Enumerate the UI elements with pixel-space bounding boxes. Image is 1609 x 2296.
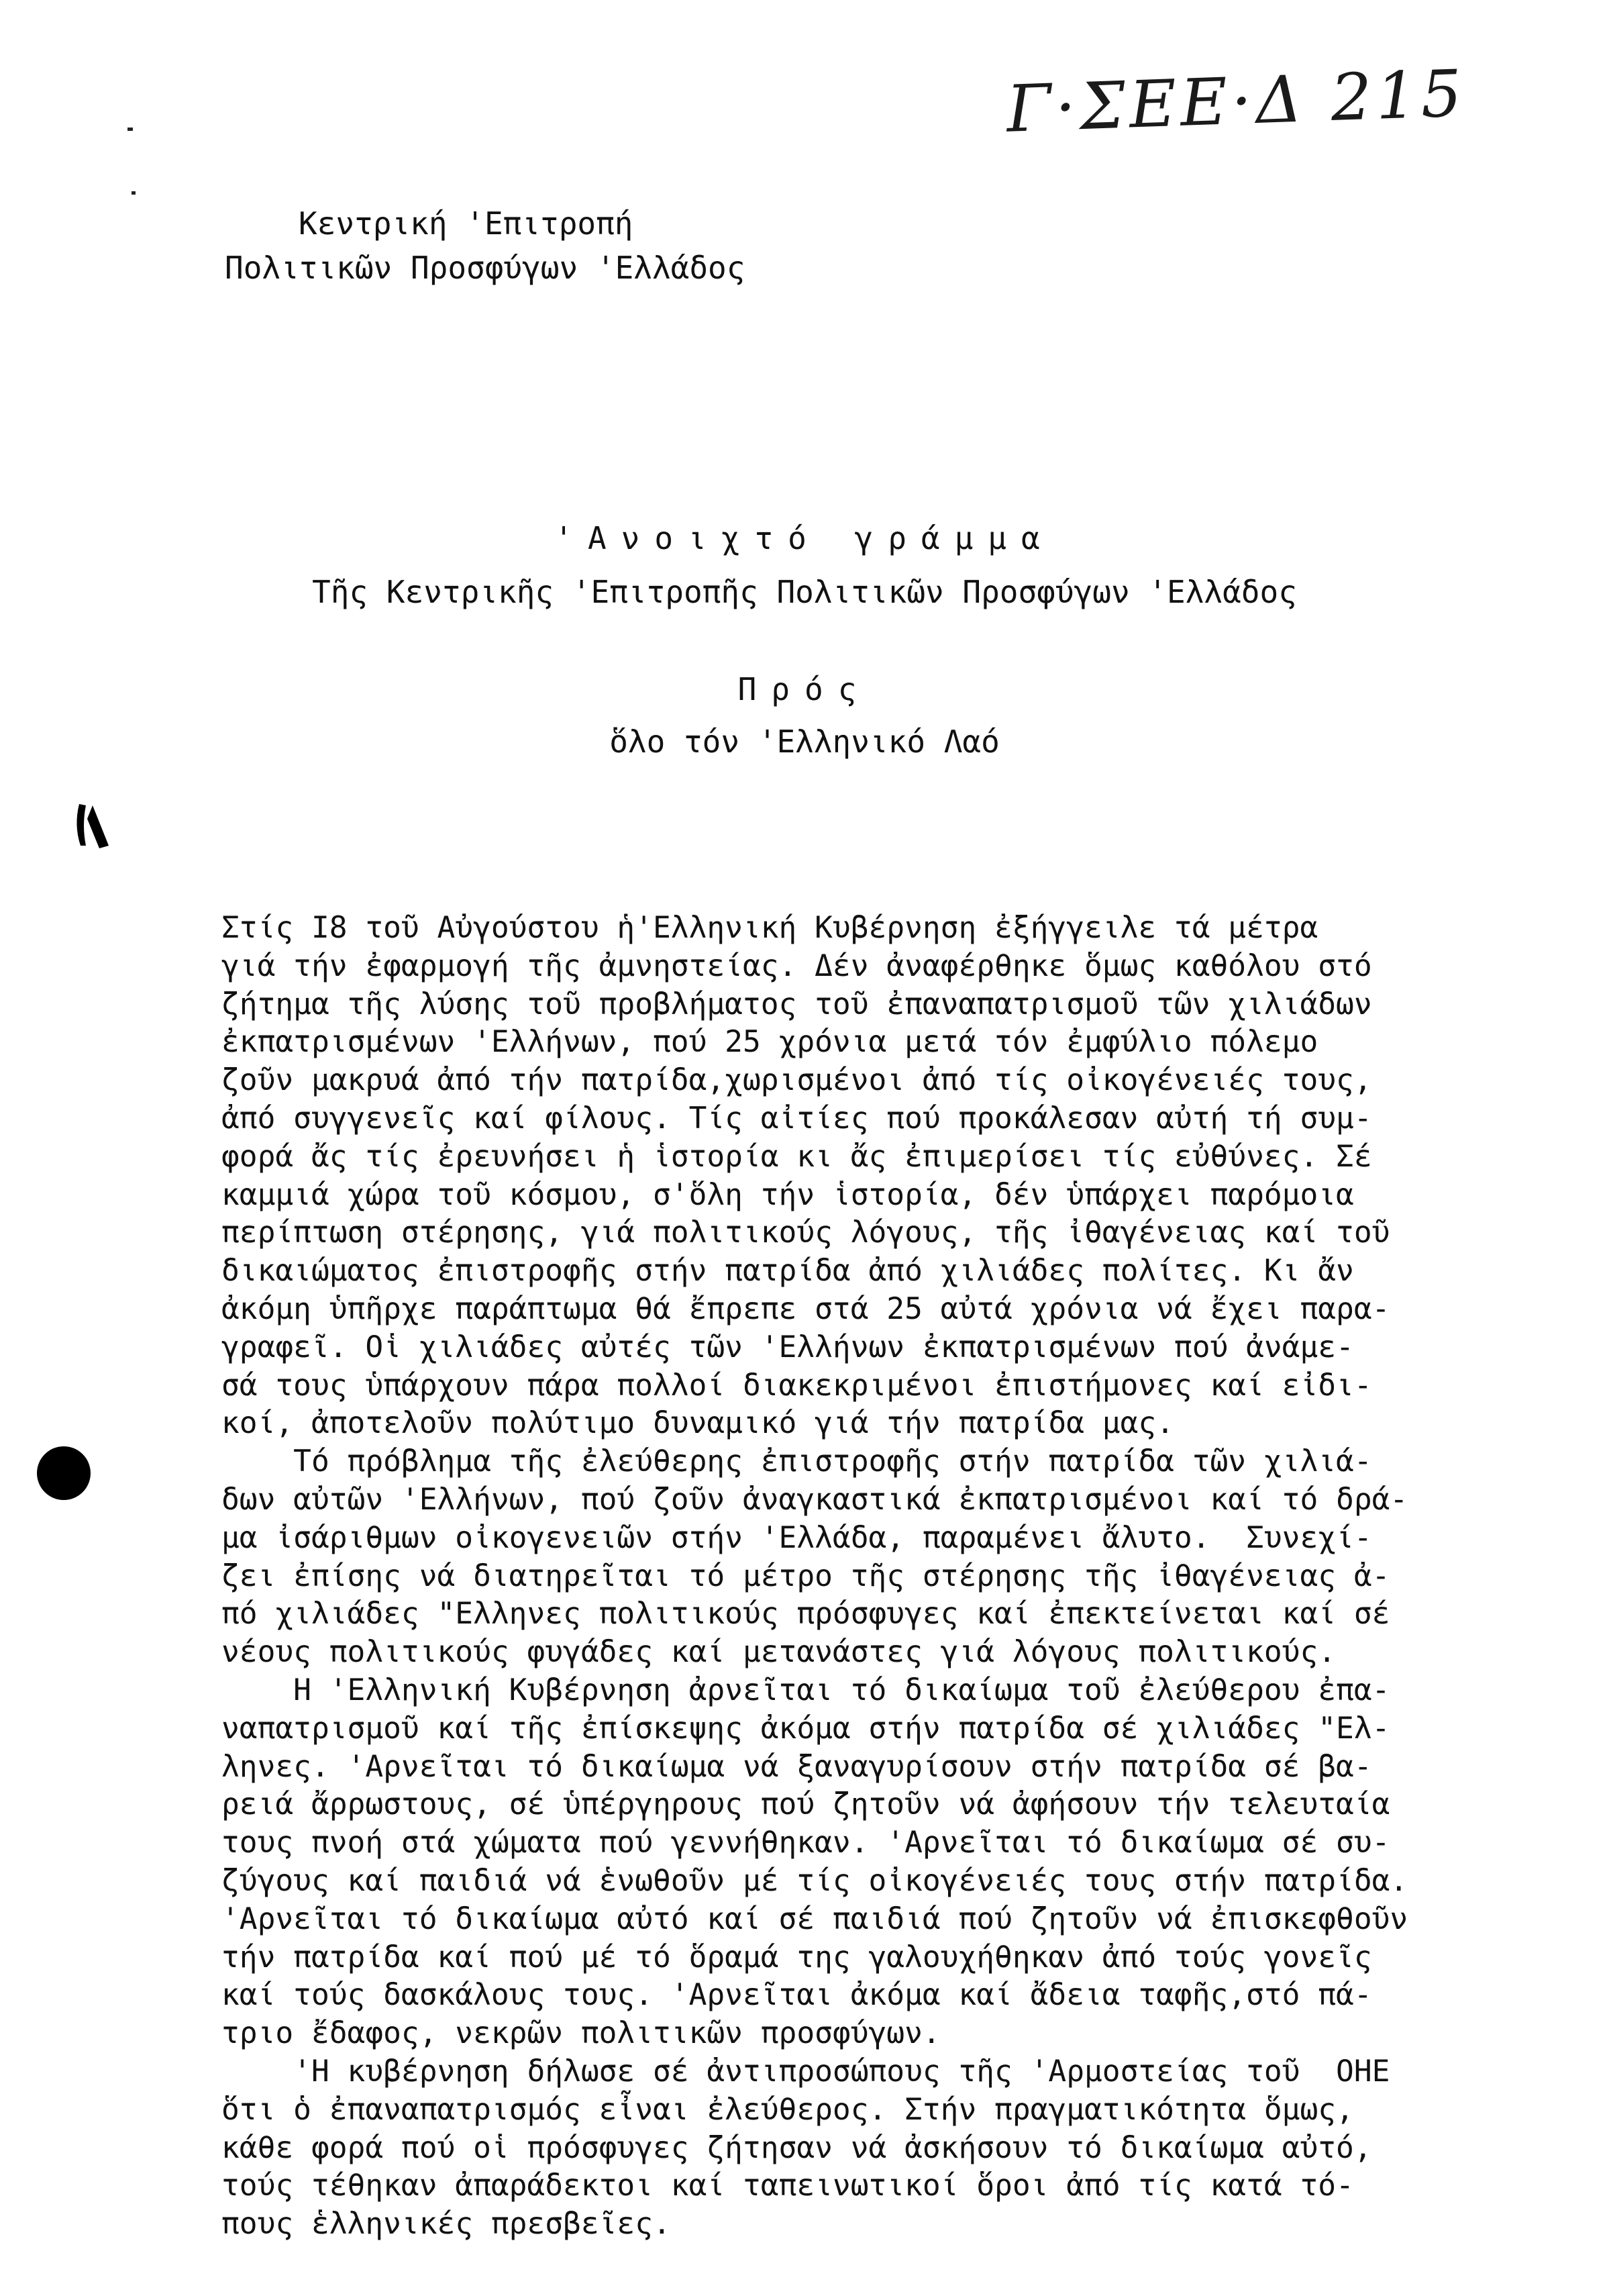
body-line: 'Η κυβέρνηση δήλωσε σέ ἀντιπροσώπους τῆς 'Αρμοστείας τοῦ ΟΗΕ	[221, 2054, 1390, 2089]
body-line: δικαιώματος ἐπιστροφῆς στήν πατρίδα ἀπό χιλιάδες πολίτες. Κι ἄν	[221, 1254, 1354, 1289]
body-line: μα ἰσάριθμων οἰκογενειῶν στήν 'Ελλάδα, παραμένει ἄλυτο. Συνεχί-	[221, 1520, 1372, 1555]
letter-body	[221, 909, 1409, 2244]
body-line: ἐκπατρισμένων 'Ελλήνων, πού 25 χρόνια μετά τόν ἐμφύλιο πόλεμο	[221, 1025, 1318, 1060]
body-line: ζοῦν μακρυά ἀπό τήν πατρίδα,χωρισμένοι ἀπό τίς οἰκογένειές τους,	[221, 1063, 1372, 1098]
body-line: τους πνοή στά χώματα πού γεννήθηκαν. 'Αρνεῖται τό δικαίωμα σέ συ-	[221, 1826, 1390, 1860]
body-line: ἀπό συγγενεῖς καί φίλους. Τίς αἰτίες πού προκάλεσαν αὐτή τή συμ-	[221, 1101, 1372, 1136]
scan-speck	[132, 191, 136, 195]
body-line: κοί, ἀποτελοῦν πολύτιμο δυναμικό γιά τήν πατρίδα μας.	[221, 1406, 1174, 1441]
body-line: δων αὐτῶν 'Ελλήνων, πού ζοῦν ἀναγκαστικά ἐκπατρισμένοι καί τό δρά-	[221, 1482, 1408, 1517]
punch-hole-mark	[72, 799, 110, 852]
body-line: περίπτωση στέρησης, γιά πολιτικούς λόγους, τῆς ἰθαγένειας καί τοῦ	[221, 1215, 1390, 1250]
body-line: καμμιά χώρα τοῦ κόσμου, σ'ὅλη τήν ἱστορία, δέν ὑπάρχει παρόμοια	[221, 1177, 1354, 1212]
body-line: σά τους ὑπάρχουν πάρα πολλοί διακεκριμένοι ἐπιστήμονες καί εἰδι-	[221, 1368, 1372, 1403]
letter-title: 'Ανοιχτό γράμμα	[554, 520, 1055, 556]
body-line: γραφεῖ. Οἱ χιλιάδες αὐτές τῶν 'Ελλήνων ἐκπατρισμένων πού ἀνάμε-	[221, 1330, 1354, 1364]
letter-recipient: ὅλο τόν 'Ελληνικό Λαό	[609, 723, 1000, 760]
body-line: πό χιλιάδες "Ελληνες πολιτικούς πρόσφυγες καί ἐπεκτείνεται καί σέ	[221, 1597, 1390, 1632]
body-line: νέους πολιτικούς φυγάδες καί μετανάστες γιά λόγους πολιτικούς.	[221, 1635, 1337, 1670]
body-line: πους ἑλληνικές πρεσβεῖες.	[221, 2207, 671, 2242]
body-line: καί τούς δασκάλους τους. 'Αρνεῖται ἀκόμα καί ἄδεια ταφῆς,στό πά-	[221, 1978, 1372, 2013]
body-line: 'Αρνεῖται τό δικαίωμα αὐτό καί σέ παιδιά πού ζητοῦν νά ἐπισκεφθοῦν	[221, 1901, 1408, 1936]
body-line: γιά τήν ἐφαρμογή τῆς ἀμνηστείας. Δέν ἀναφέρθηκε ὅμως καθόλου στό	[221, 948, 1372, 983]
body-line: Η 'Ελληνική Κυβέρνηση ἀρνεῖται τό δικαίωμα τοῦ ἐλεύθερου ἐπα-	[221, 1673, 1390, 1707]
body-line: τήν πατρίδα καί πού μέ τό ὅραμά της γαλουχήθηκαν ἀπό τούς γονεῖς	[221, 1940, 1372, 1975]
body-line: ἀκόμη ὑπῆρχε παράπτωμα θά ἔπρεπε στά 25 αὐτά χρόνια νά ἔχει παρα-	[221, 1291, 1390, 1326]
body-line: κάθε φορά πού οἱ πρόσφυγες ζήτησαν νά ἀσκήσουν τό δικαίωμα αὐτό,	[221, 2130, 1372, 2165]
sender-block	[225, 201, 745, 290]
letter-to: Πρός	[737, 671, 872, 707]
body-line: ζύγους καί παιδιά νά ἑνωθοῦν μέ τίς οἰκογένειές τους στήν πατρίδα.	[221, 1863, 1408, 1898]
body-line: τούς τέθηκαν ἀπαράδεκτοι καί ταπεινωτικοί ὅροι ἀπό τίς κατά τό-	[221, 2168, 1354, 2203]
sender-line-1: Κεντρική 'Επιτροπή	[299, 205, 633, 242]
handwritten-reference: Γ·ΣΕΕ·Δ 215	[1005, 56, 1467, 147]
body-line: ναπατρισμοῦ καί τῆς ἐπίσκεψης ἀκόμα στήν πατρίδα σέ χιλιάδες "Ελ-	[221, 1711, 1390, 1746]
body-line: φορά ἄς τίς ἐρευνήσει ἡ ἱστορία κι ἄς ἐπιμερίσει τίς εὐθύνες. Σέ	[221, 1139, 1372, 1174]
body-line: τριο ἔδαφος, νεκρῶν πολιτικῶν προσφύγων.	[221, 2016, 941, 2051]
sender-line-2: Πολιτικῶν Προσφύγων 'Ελλάδος	[225, 250, 745, 286]
body-line: Στίς Ι8 τοῦ Αὐγούστου ἡ'Ελληνική Κυβέρνηση ἐξήγγειλε τά μέτρα	[221, 911, 1318, 945]
scan-speck	[127, 128, 133, 131]
body-line: ρειά ἄρρωστους, σέ ὑπέργηρους πού ζητοῦν νά ἀφήσουν τήν τελευταία	[221, 1787, 1390, 1822]
body-line: ζήτημα τῆς λύσης τοῦ προβλήματος τοῦ ἐπαναπατρισμοῦ τῶν χιλιάδων	[221, 987, 1372, 1021]
letter-subtitle: Τῆς Κεντρικῆς 'Επιτροπῆς Πολιτικῶν Προσφύγων 'Ελλάδος	[312, 574, 1297, 610]
body-line: ληνες. 'Αρνεῖται τό δικαίωμα νά ξαναγυρίσουν στήν πατρίδα σέ βα-	[221, 1749, 1372, 1784]
punch-hole-dot	[37, 1446, 91, 1500]
body-line: ὅτι ὁ ἐπαναπατρισμός εἶναι ἐλεύθερος. Στήν πραγματικότητα ὅμως,	[221, 2092, 1354, 2127]
body-line: Τό πρόβλημα τῆς ἐλεύθερης ἐπιστροφῆς στήν πατρίδα τῶν χιλιά-	[221, 1444, 1372, 1479]
body-line: ζει ἐπίσης νά διατηρεῖται τό μέτρο τῆς στέρησης τῆς ἰθαγένειας ἀ-	[221, 1558, 1390, 1593]
